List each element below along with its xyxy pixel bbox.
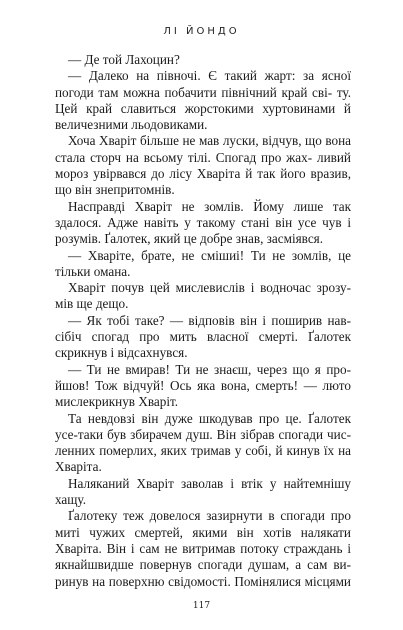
paragraph: Хоча Хваріт більше не мав луски, відчув, що вона стала сторч на всьому тілі. Спогад про жах- ливий мороз увірвався до лісу Хваріта й так його вразив, що він знепритомнів. [55, 133, 351, 198]
running-title: ЛІ ЙОНДО [163, 26, 240, 37]
paragraph: — Хваріте, брате, не смішиі! Ти не зомлів, це тільки омана. [55, 247, 351, 279]
paragraph: Насправді Хваріт не зомлів. Йому лише так здалося. Адже навіть у такому стані він усе чув і розумів. Ґалотек, який це добре знав, засміявся. [55, 198, 351, 247]
paragraph: Хваріт почув цей мислевислів і водночас зрозу- мів ще дещо. [55, 280, 351, 312]
page-number: 117 [192, 601, 211, 611]
paragraph: Та невдовзі він дуже шкодував про це. Ґалотек усе-таки був збирачем душ. Він зібрав спогади чис- ленних померлих, яких тримав у собі, й кинув їх на Хваріта. [55, 410, 351, 475]
paragraph: — Ти не вмирав! Ти не знаєш, через що я про- йшов! Тож відчуй! Ось яка вона, смерть! — люто мислекрикнув Хваріт. [55, 361, 351, 410]
paragraph: — Де той Лахоцин? [68, 52, 180, 67]
paragraph: Наляканий Хваріт заволав і втік у найтемнішу хащу. [55, 475, 351, 508]
paragraph: — Як тобі таке? — відповів він і поширив нав- сібіч спогад про мить власної смерті. Ґалотек скрикнув і відсахнувся. [55, 312, 351, 361]
paragraph: — Далеко на півночі. Є такий жарт: за ясної погоди там можна побачити північний край сві- ту. Цей край славиться жорстокими хуртовинами й величезними льодовиками. [55, 68, 351, 133]
paragraph: Ґалотеку теж довелося зазирнути в спогади про миті чужих смертей, якими він хотів налякати Хваріта. Він і сам не витримав потоку страждань і якнайшвидше повернув спогади душам, а сам ви- ринув на поверхню свідомості. Помінялися місцями [55, 508, 351, 589]
body-text [55, 52, 351, 590]
